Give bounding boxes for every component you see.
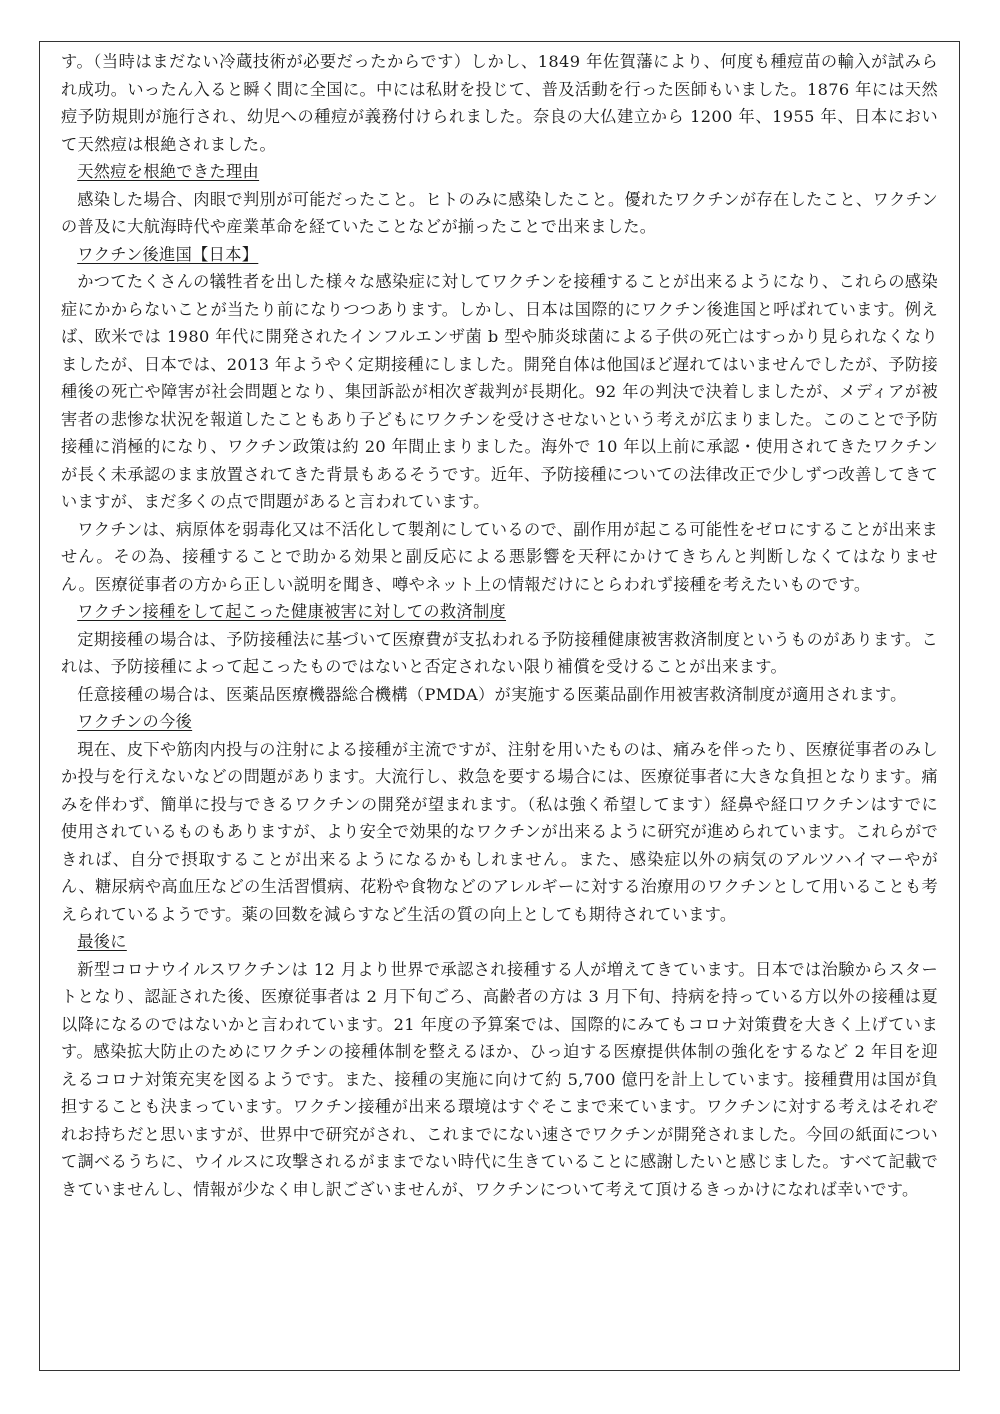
article-body: [61, 48, 938, 1203]
section-heading-japan-lag-text: ワクチン後進国【日本】: [77, 244, 259, 264]
japan-lag-paragraph-2: ワクチンは、病原体を弱毒化又は不活化して製剤にしているので、副作用が起こる可能性をゼロにすることが出来ません。その為、接種することで助かる効果と副反応による悪影響を天秤にかけてきちんと判断しなくてはなりません。医療従事者の方から正しい説明を聞き、噂やネット上の情報だけにとらわれず接種を考えたいものです。: [61, 519, 938, 594]
relief-paragraph-2: 任意接種の場合は、医薬品医療機器総合機構（PMDA）が実施する医薬品副作用被害救済制度が適用されます。: [77, 684, 907, 704]
intro-paragraph: す。（当時はまだない冷蔵技術が必要だったからです）しかし、1849 年佐賀藩により、何度も種痘苗の輸入が試みられ成功。いったん入ると瞬く間に全国に。中には私財を投じて、普及活動を行った医師もいました。1876 年には天然痘予防規則が施行され、幼児への種痘が義務付けられました。奈良の大仏建立から 1200 年、1955 年、日本において天然痘は根絶されました。: [61, 52, 938, 154]
section-heading-eradication-text: 天然痘を根絶できた理由: [77, 162, 260, 181]
section-heading-japan-lag: [61, 241, 938, 269]
japan-lag-paragraph-1: かつてたくさんの犠牲者を出した様々な感染症に対してワクチンを接種することが出来るようになり、これらの感染症にかからないことが当たり前になりつつあります。しかし、日本は国際的にワクチン後進国と呼ばれています。例えば、欧米では 1980 年代に開発されたインフルエンザ菌 b 型や肺炎球菌による子供の死亡はすっかり見られなくなりましたが、日本では、2013 年ようやく定期接種にしました。開発自体は他国ほど遅れてはいませんでしたが、予防接種後の死亡や障害が社会問題となり、集団訴訟が相次ぎ裁判が長期化。92 年の判決で決着しましたが、メディアが被害者の悲惨な状況を報道したこともあり子どもにワクチンを受けさせないという考えが広まりました。このことで予防接種に消極的になり、ワクチン政策は約 20 年間止まりました。海外で 10 年以上前に承認・使用されてきたワクチンが長く未承認のまま放置されてきた背景もあるそうです。近年、予防接種についての法律改正で少しずつ改善してきていますが、まだ多くの点で問題があると言われています。: [61, 272, 938, 511]
section-heading-relief: [61, 598, 938, 626]
section-heading-future-text: ワクチンの今後: [77, 712, 193, 731]
section-heading-closing-text: 最後に: [77, 932, 127, 951]
eradication-paragraph: 感染した場合、肉眼で判別が可能だったこと。ヒトのみに感染したこと。優れたワクチンが存在したこと、ワクチンの普及に大航海時代や産業革命を経ていたことなどが揃ったことで出来ました。: [61, 189, 938, 236]
relief-paragraph-1: 定期接種の場合は、予防接種法に基づいて医療費が支払われる予防接種健康被害救済制度というものがあります。これは、予防接種によって起こったものではないと否定されない限り補償を受けることが出来ます。: [61, 629, 938, 676]
closing-paragraph: 新型コロナウイルスワクチンは 12 月より世界で承認され接種する人が増えてきています。日本では治験からスタートとなり、認証された後、医療従事者は 2 月下旬ごろ、高齢者の方は 3 月下旬、持病を持っている方以外の接種は夏以降になるのではないかと言われています。21 年度の予算案では、国際的にみてもコロナ対策費を大きく上げています。感染拡大防止のためにワクチンの接種体制を整えるほか、ひっ迫する医療提供体制の強化をするなど 2 年目を迎えるコロナ対策充実を図るようです。また、接種の実施に向けて約 5,700 億円を計上しています。接種費用は国が負担することも決まっています。ワクチン接種が出来る環境はすぐそこまで来ています。ワクチンに対する考えはそれぞれお持ちだと思いますが、世界中で研究がされ、これまでにない速さでワクチンが開発されました。今回の紙面について調べるうちに、ウイルスに攻撃されるがままでない時代に生きていることに感謝したいと感じました。すべて記載できていませんし、情報が少なく申し訳ございませんが、ワクチンについて考えて頂けるきっかけになれば幸いです。: [61, 959, 938, 1199]
page-frame: [39, 41, 960, 1371]
section-heading-future: [61, 708, 938, 736]
section-heading-relief-text: ワクチン接種をして起こった健康被害に対しての救済制度: [77, 602, 507, 621]
section-heading-closing: [61, 928, 938, 956]
future-paragraph: 現在、皮下や筋肉内投与の注射による接種が主流ですが、注射を用いたものは、痛みを伴ったり、医療従事者のみしか投与を行えないなどの問題があります。大流行し、救急を要する場合には、医療従事者に大きな負担となります。痛みを伴わず、簡単に投与できるワクチンの開発が望まれます。（私は強く希望してます）経鼻や経口ワクチンはすでに使用されているものもありますが、より安全で効果的なワクチンが出来るように研究が進められています。これらができれば、自分で摂取することが出来るようになるかもしれません。また、感染症以外の病気のアルツハイマーやがん、糖尿病や高血圧などの生活習慣病、花粉や食物などのアレルギーに対する治療用のワクチンとして用いることも考えられているようです。薬の回数を減らすなど生活の質の向上としても期待されています。: [61, 739, 938, 924]
section-heading-eradication: [61, 158, 938, 186]
